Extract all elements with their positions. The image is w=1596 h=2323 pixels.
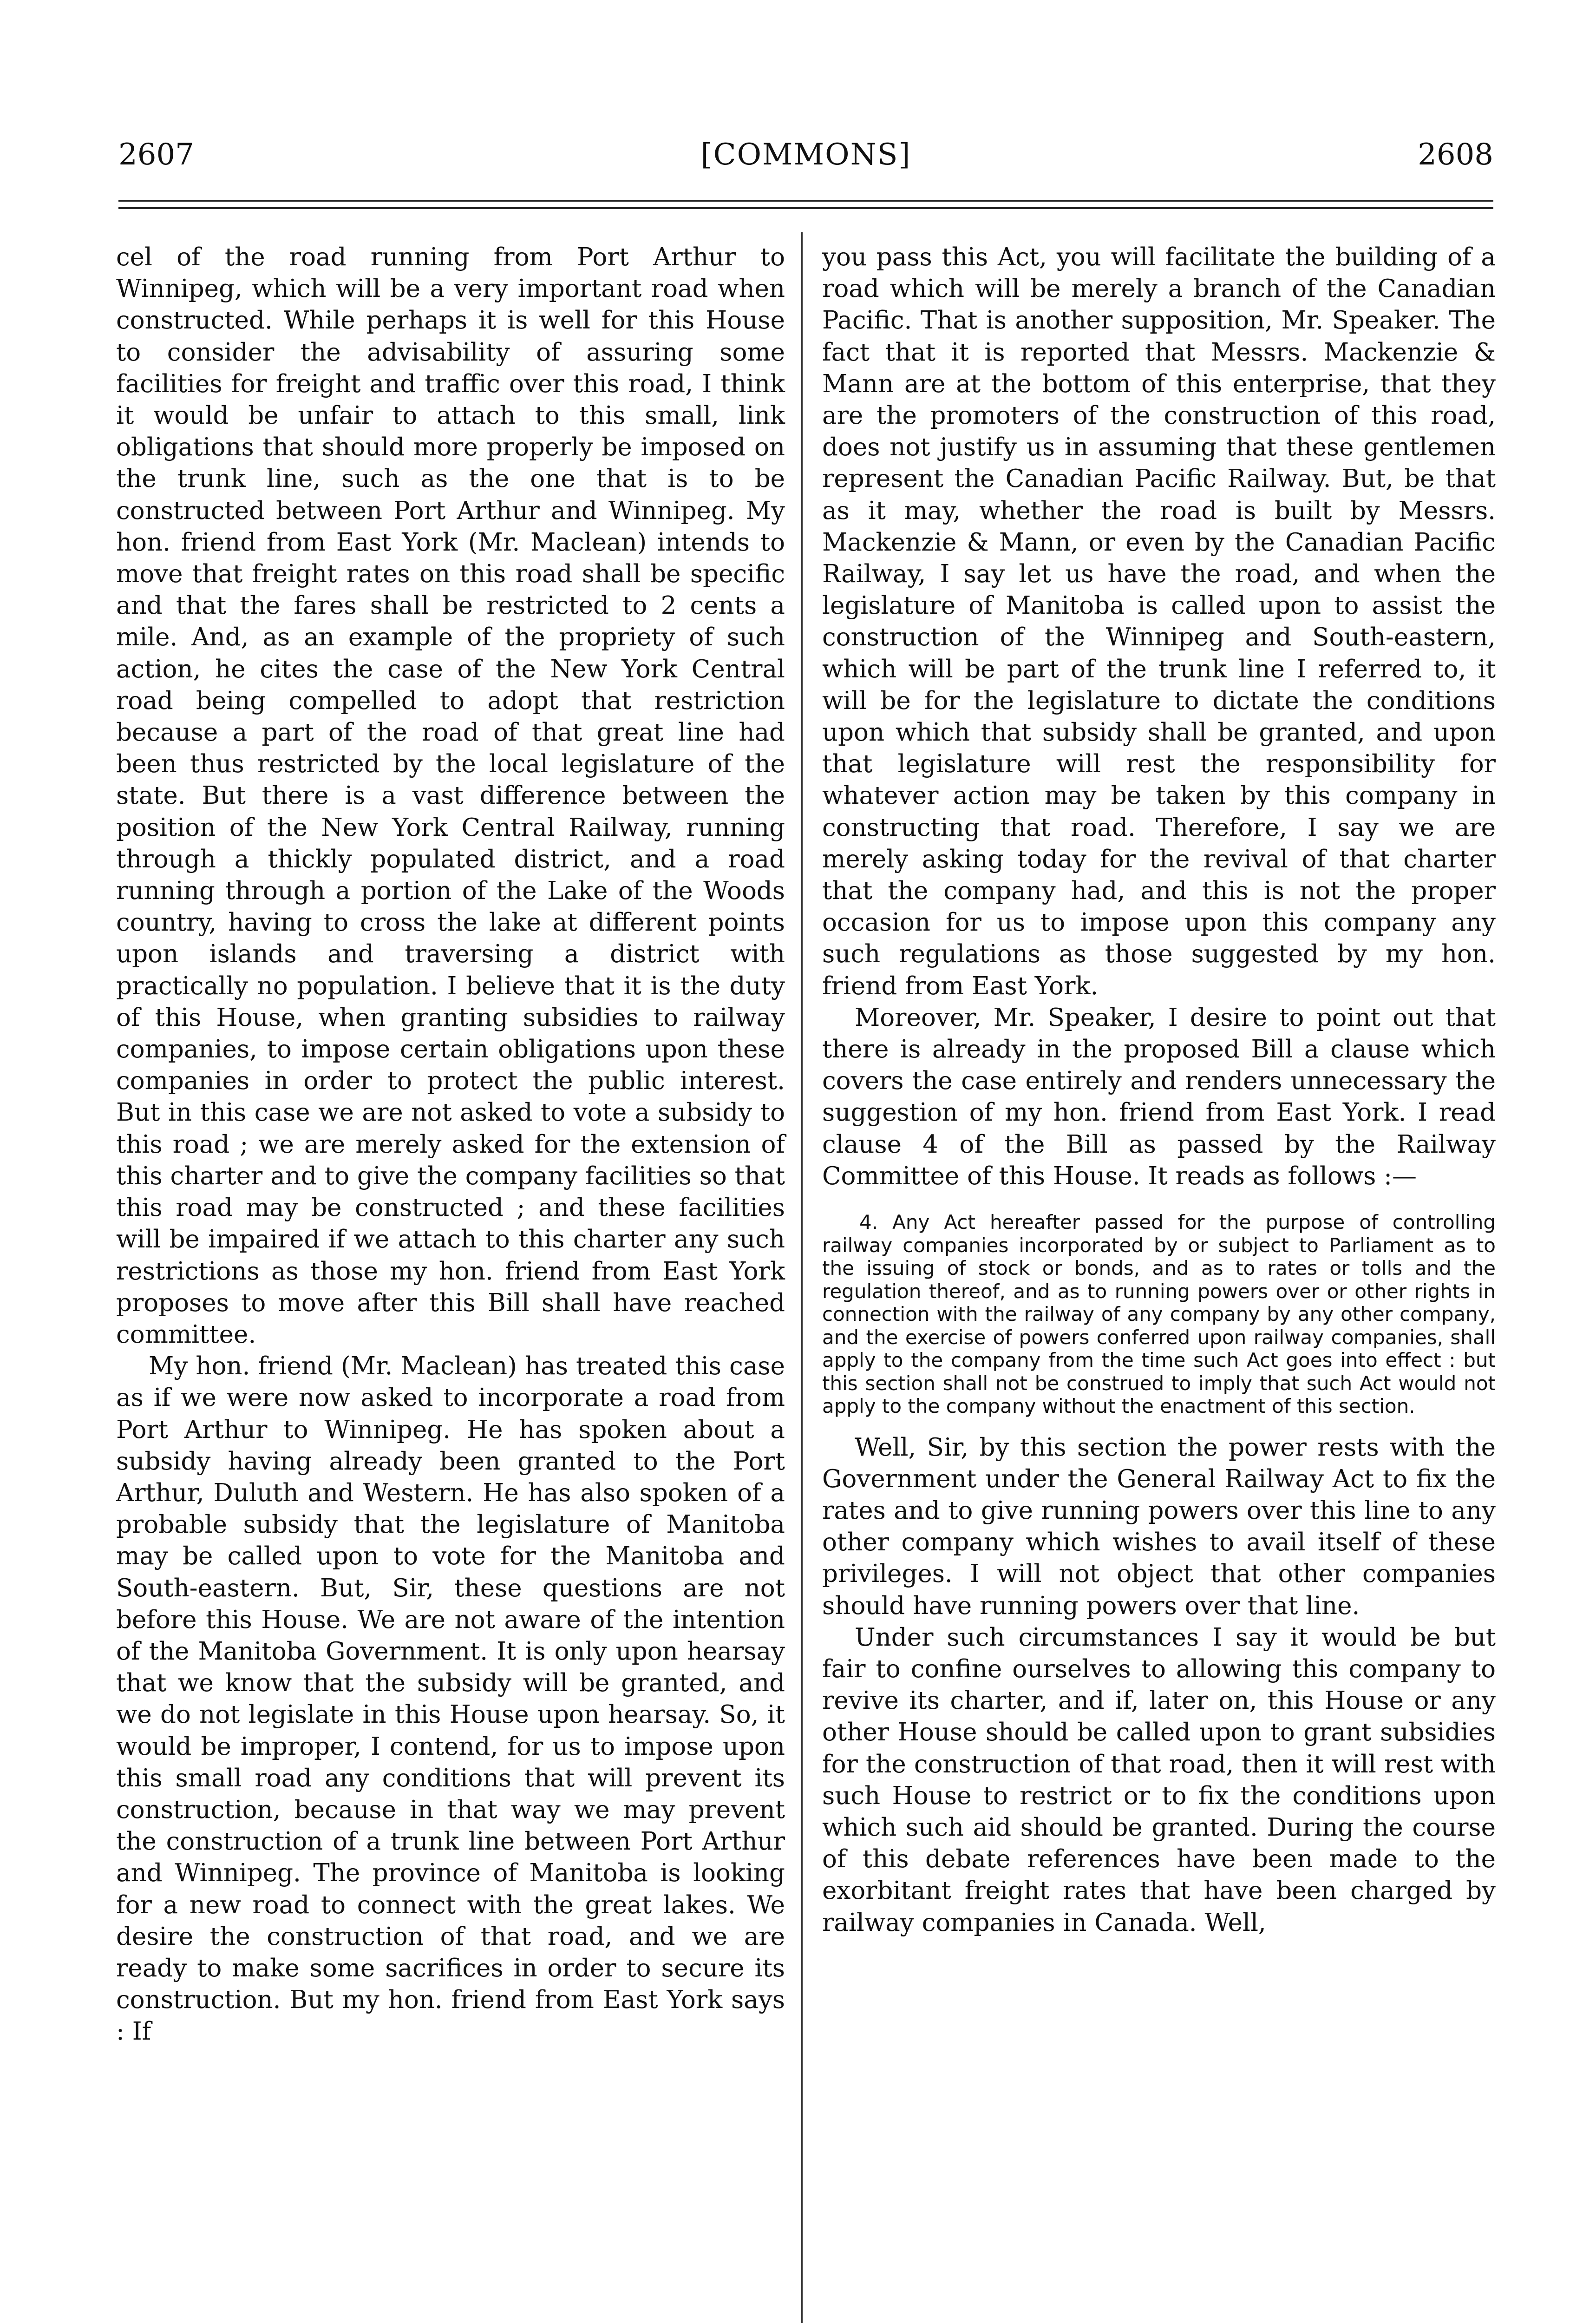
- page-number-left: 2607: [118, 138, 194, 172]
- running-title: [COMMONS]: [700, 138, 911, 172]
- quoted-clause-text: 4. Any Act hereafter passed for the purpose of controlling railway companies incorporated by or subject to Parliament as to the issuing of stock or bonds, and as to rates or tolls and the regulation thereof, and as to running powers over or other rights in connection with the railway of any company by any other company, and the exercise of powers conferred upon railway companies, shall apply to the company from the time such Act goes into effect : but this section shall not be construed to imply that such Act would not apply to the company without the enactment of this section.: [822, 1211, 1496, 1418]
- left-column: [116, 242, 785, 2048]
- header-rule-bottom: [118, 207, 1493, 209]
- left-paragraph-2: My hon. friend (Mr. Maclean) has treated this case as if we were now asked to incorporate a road from Port Arthur to Winnipeg. He has spoken about a subsidy having already been granted to the Port Arthur, Duluth and Western. He has also spoken of a probable subsidy that the legislature of Manitoba may be called upon to vote for the Manitoba and South-eastern. But, Sir, these questions are not before this House. We are not aware of the intention of the Manitoba Government. It is only upon hearsay that we know that the subsidy will be granted, and we do not legislate in this House upon hearsay. So, it would be improper, I contend, for us to impose upon this small road any conditions that will prevent its construction, because in that way we may prevent the construction of a trunk line between Port Arthur and Winnipeg. The province of Manitoba is looking for a new road to connect with the great lakes. We desire the construction of that road, and we are ready to make some sacrifices in order to secure its construction. But my hon. friend from East York says : If: [116, 1352, 785, 2046]
- page-header: [118, 134, 1493, 176]
- quoted-clause: [822, 1211, 1496, 1418]
- right-paragraph-4: Under such circumstances I say it would be but fair to confine ourselves to allowing this company to revive its charter, and if, later on, this House or any other House should be called upon to grant subsidies for the construction of that road, then it will rest with such House to restrict or to fix the conditions upon which such aid should be granted. During the course of this debate references have been made to the exorbitant freight rates that have been charged by railway companies in Canada. Well,: [822, 1623, 1496, 1937]
- page-number-right: 2608: [1418, 138, 1493, 172]
- right-paragraph-1: you pass this Act, you will facilitate the building of a road which will be merely a branch of the Canadian Pacific. That is another supposition, Mr. Speaker. The fact that it is reported that Messrs. Mackenzie & Mann are at the bottom of this enterprise, that they are the promoters of the construction of this road, does not justify us in assuming that these gentlemen represent the Canadian Pacific Railway. But, be that as it may, whether the road is built by Messrs. Mackenzie & Mann, or even by the Canadian Pacific Railway, I say let us have the road, and when the legislature of Manitoba is called upon to assist the construction of the Winnipeg and South-eastern, which will be part of the trunk line I referred to, it will be for the legislature to dictate the conditions upon which that subsidy shall be granted, and upon that legislature will rest the responsibility for whatever action may be taken by this company in constructing that road. Therefore, I say we are merely asking today for the revival of that charter that the company had, and this is not the proper occasion for us to impose upon this company any such regulations as those suggested by my hon. friend from East York.: [822, 243, 1496, 1000]
- right-paragraph-2: Moreover, Mr. Speaker, I desire to point out that there is already in the proposed Bill a clause which covers the case entirely and renders unnecessary the suggestion of my hon. friend from East York. I read clause 4 of the Bill as passed by the Railway Committee of this House. It reads as follows :—: [822, 1003, 1496, 1190]
- column-divider: [801, 232, 803, 2323]
- right-column: [822, 242, 1496, 1939]
- right-paragraph-3: Well, Sir, by this section the power rests with the Government under the General Railway Act to fix the rates and to give running powers over this line to any other company which wishes to avail itself of these privileges. I will not object that other companies should have running powers over that line.: [822, 1433, 1496, 1620]
- header-rule-top: [118, 200, 1493, 202]
- left-paragraph-1: cel of the road running from Port Arthur to Winnipeg, which will be a very important road when constructed. While perhaps it is well for this House to consider the advisability of assuring some facilities for freight and traffic over this road, I think it would be unfair to attach to this small, link obligations that should more properly be imposed on the trunk line, such as the one that is to be constructed between Port Arthur and Winnipeg. My hon. friend from East York (Mr. Maclean) intends to move that freight rates on this road shall be specific and that the fares shall be restricted to 2 cents a mile. And, as an example of the propriety of such action, he cites the case of the New York Central road being compelled to adopt that restriction because a part of the road of that great line had been thus restricted by the local legislature of the state. But there is a vast difference between the position of the New York Central Railway, running through a thickly populated district, and a road running through a portion of the Lake of the Woods country, having to cross the lake at different points upon islands and traversing a district with practically no population. I believe that it is the duty of this House, when granting subsidies to railway companies, to impose certain obligations upon these companies in order to protect the public interest. But in this case we are not asked to vote a subsidy to this road ; we are merely asked for the extension of this charter and to give the company facilities so that this road may be constructed ; and these facilities will be impaired if we attach to this charter any such restrictions as those my hon. friend from East York proposes to move after this Bill shall have reached committee.: [116, 243, 785, 1349]
